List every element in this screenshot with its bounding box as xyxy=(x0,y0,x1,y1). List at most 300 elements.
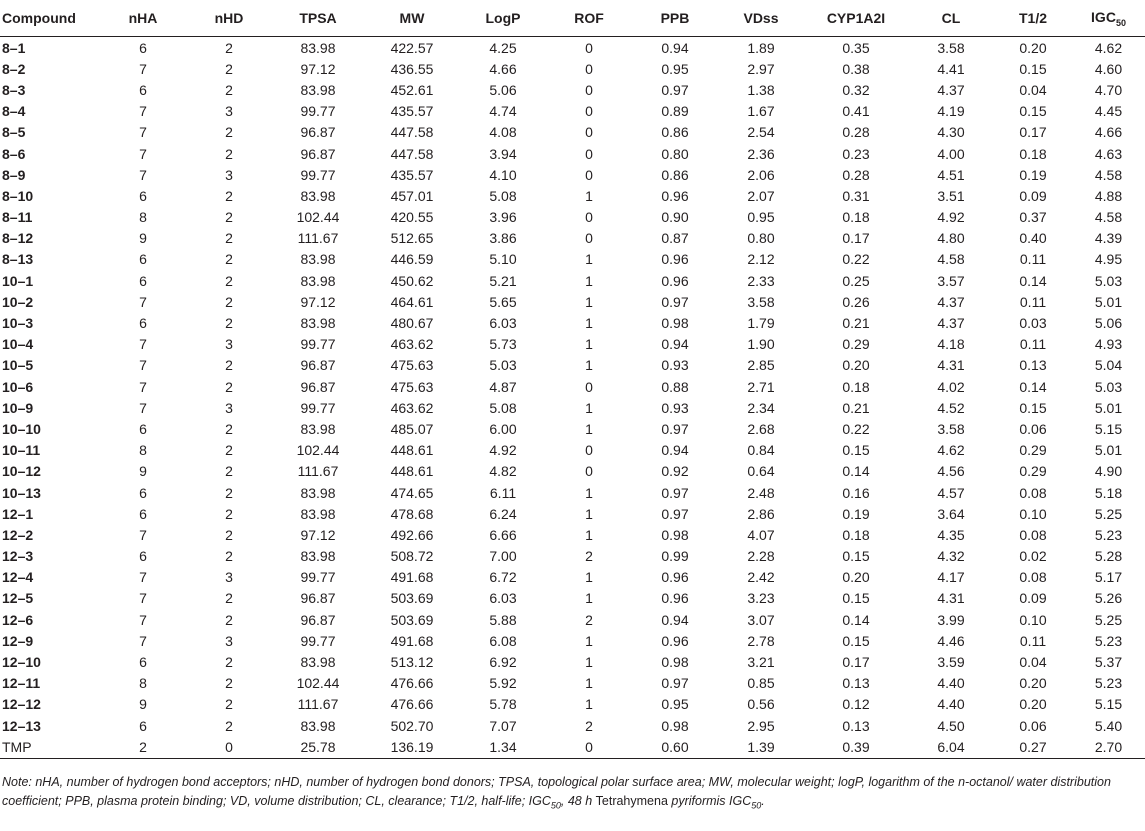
value-cell: 503.69 xyxy=(390,611,434,628)
compound-cell: 12–12 xyxy=(2,696,41,713)
value-cell: 6.24 xyxy=(489,505,517,522)
value-cell: 2.85 xyxy=(747,357,775,374)
value-cell: 0.98 xyxy=(661,526,689,543)
value-cell: 83.98 xyxy=(300,420,336,437)
header-igc-text: IGC xyxy=(1091,8,1116,25)
value-cell: 1.79 xyxy=(747,315,775,332)
value-cell: 4.50 xyxy=(937,717,965,734)
header-tpsa: TPSA xyxy=(272,0,364,37)
value-cell: 99.77 xyxy=(300,632,336,649)
value-cell: 4.60 xyxy=(1094,60,1123,77)
header-nha: nHA xyxy=(100,0,186,37)
value-cell: 8 xyxy=(139,675,147,692)
value-cell: 1 xyxy=(585,632,593,649)
value-cell: 0.27 xyxy=(994,736,1072,759)
value-cell: 2 xyxy=(225,654,233,671)
value-cell: 491.68 xyxy=(390,632,434,649)
value-cell: 83.98 xyxy=(300,187,336,204)
value-cell: 6 xyxy=(139,272,147,289)
value-cell: 83.98 xyxy=(300,81,336,98)
compound-cell: 12–6 xyxy=(2,611,34,628)
value-cell: 2.42 xyxy=(747,569,775,586)
compound-cell: 8–1 xyxy=(2,39,26,56)
value-cell: 6 xyxy=(139,654,147,671)
value-cell: 83.98 xyxy=(300,484,336,501)
value-cell: 0.21 xyxy=(842,399,870,416)
value-cell: 2 xyxy=(225,611,233,628)
value-cell: 0.94 xyxy=(661,611,689,628)
value-cell: 0.95 xyxy=(747,209,775,226)
value-cell: 0 xyxy=(585,145,593,162)
value-cell: 1 xyxy=(585,336,593,353)
value-cell: 4.40 xyxy=(937,696,965,713)
value-cell: 0 xyxy=(585,209,593,226)
value-cell: 0.17 xyxy=(842,230,870,247)
value-cell: 5.08 xyxy=(489,399,517,416)
value-cell: 7.07 xyxy=(489,717,517,734)
compound-cell: TMP xyxy=(0,736,100,759)
value-cell: 0.96 xyxy=(661,251,689,268)
value-cell: 111.67 xyxy=(297,230,339,247)
value-cell: 0.80 xyxy=(747,230,775,247)
compound-cell: 12–3 xyxy=(2,548,34,565)
value-cell: 0.14 xyxy=(842,463,870,480)
value-cell: 5.06 xyxy=(489,81,517,98)
table-row xyxy=(0,312,1145,333)
value-cell: 96.87 xyxy=(300,124,336,141)
value-cell: 1 xyxy=(585,654,593,671)
value-cell: 450.62 xyxy=(390,272,434,289)
value-cell: 4.19 xyxy=(937,103,965,120)
table-row xyxy=(0,143,1145,164)
value-cell: 5.37 xyxy=(1094,654,1123,671)
value-cell: 0.02 xyxy=(1019,548,1047,565)
table-row xyxy=(0,185,1145,206)
value-cell: 0.04 xyxy=(1019,81,1047,98)
value-cell: 4.87 xyxy=(489,378,517,395)
value-cell: 4.46 xyxy=(937,632,965,649)
value-cell: 0.11 xyxy=(1019,336,1047,353)
value-cell: 435.57 xyxy=(390,103,434,120)
value-cell: 0.86 xyxy=(661,124,689,141)
value-cell: 0.29 xyxy=(842,336,870,353)
value-cell: 0.97 xyxy=(661,675,689,692)
value-cell: 4.62 xyxy=(1094,39,1123,56)
value-cell: 8 xyxy=(139,442,147,459)
value-cell: 0.08 xyxy=(1019,569,1047,586)
value-cell: 111.67 xyxy=(297,463,339,480)
value-cell: 2 xyxy=(225,145,233,162)
value-cell: 0 xyxy=(585,378,593,395)
table-row xyxy=(0,291,1145,312)
value-cell: 5.23 xyxy=(1094,632,1123,649)
table-body xyxy=(0,37,1145,759)
value-cell: 0.20 xyxy=(842,569,870,586)
value-cell: 3.57 xyxy=(937,272,965,289)
value-cell: 1.34 xyxy=(460,736,546,759)
value-cell: 4.00 xyxy=(937,145,965,162)
value-cell: 111.67 xyxy=(297,696,339,713)
note-sub2: 50 xyxy=(751,800,762,811)
table-row xyxy=(0,397,1145,418)
value-cell: 485.07 xyxy=(390,420,434,437)
table-row xyxy=(0,461,1145,482)
value-cell: 0 xyxy=(585,463,593,480)
value-cell: 0.28 xyxy=(842,124,870,141)
value-cell: 0 xyxy=(585,442,593,459)
value-cell: 2 xyxy=(225,81,233,98)
value-cell: 6 xyxy=(139,39,147,56)
value-cell: 2.33 xyxy=(747,272,775,289)
value-cell: 3.58 xyxy=(747,293,775,310)
value-cell: 2 xyxy=(225,293,233,310)
value-cell: 4.56 xyxy=(937,463,965,480)
note-part1: Note: nHA, number of hydrogen bond acceptors; nHD, number of hydrogen bond donors; TPSA, topological polar surface area; MW, molecular weight; logP, logarithm of the n-octanol/ water distribution coefficient; PPB, plasma protein binding; VD, volume distribution; CL, clearance; T1/2, half-life; IGC xyxy=(2,775,1111,809)
value-cell: 3.23 xyxy=(747,590,775,607)
value-cell: 0.20 xyxy=(1019,675,1047,692)
value-cell: 2.36 xyxy=(747,145,775,162)
value-cell: 0.64 xyxy=(747,463,775,480)
table-row xyxy=(0,418,1145,439)
note-part2: , 48 h xyxy=(560,794,596,809)
value-cell: 3.21 xyxy=(747,654,775,671)
value-cell: 0.94 xyxy=(661,39,689,56)
value-cell: 5.21 xyxy=(489,272,517,289)
value-cell: 503.69 xyxy=(390,590,434,607)
value-cell: 0.93 xyxy=(661,399,689,416)
value-cell: 0.22 xyxy=(842,251,870,268)
value-cell: 2 xyxy=(585,548,593,565)
value-cell: 8 xyxy=(139,209,147,226)
value-cell: 4.37 xyxy=(937,293,965,310)
value-cell: 5.40 xyxy=(1094,717,1123,734)
value-cell: 3.99 xyxy=(937,611,965,628)
value-cell: 0.88 xyxy=(661,378,689,395)
value-cell: 0.96 xyxy=(661,590,689,607)
value-cell: 2.12 xyxy=(747,251,775,268)
header-compound: Compound xyxy=(0,0,100,37)
value-cell: 0.98 xyxy=(661,315,689,332)
value-cell: 5.25 xyxy=(1094,505,1123,522)
value-cell: 4.18 xyxy=(937,336,965,353)
value-cell: 2.78 xyxy=(747,632,775,649)
value-cell: 0.96 xyxy=(661,569,689,586)
value-cell: 4.70 xyxy=(1094,81,1123,98)
value-cell: 0.20 xyxy=(842,357,870,374)
value-cell: 5.01 xyxy=(1094,399,1123,416)
value-cell: 0 xyxy=(546,736,632,759)
value-cell: 1 xyxy=(585,569,593,586)
value-cell: 5.28 xyxy=(1094,548,1123,565)
value-cell: 99.77 xyxy=(300,103,336,120)
value-cell: 0 xyxy=(585,60,593,77)
value-cell: 0.15 xyxy=(842,590,870,607)
value-cell: 4.88 xyxy=(1094,187,1123,204)
value-cell: 2.06 xyxy=(747,166,775,183)
value-cell: 3 xyxy=(225,103,233,120)
value-cell: 0 xyxy=(585,166,593,183)
value-cell: 0.06 xyxy=(1019,717,1047,734)
value-cell: 0.80 xyxy=(661,145,689,162)
value-cell: 6 xyxy=(139,484,147,501)
table-row xyxy=(0,630,1145,651)
value-cell: 0.15 xyxy=(1019,399,1047,416)
value-cell: 0.97 xyxy=(661,484,689,501)
value-cell: 2 xyxy=(225,251,233,268)
value-cell: 0.95 xyxy=(661,696,689,713)
value-cell: 0 xyxy=(585,81,593,98)
value-cell: 4.37 xyxy=(937,315,965,332)
table-row xyxy=(0,376,1145,397)
value-cell: 0.13 xyxy=(842,717,870,734)
table-row xyxy=(0,207,1145,228)
value-cell: 3 xyxy=(225,166,233,183)
value-cell: 0.28 xyxy=(842,166,870,183)
value-cell: 0.37 xyxy=(1019,209,1047,226)
value-cell: 0.99 xyxy=(661,548,689,565)
value-cell: 6 xyxy=(139,548,147,565)
header-cyp1a2i: CYP1A2I xyxy=(804,0,908,37)
value-cell: 0.97 xyxy=(661,505,689,522)
value-cell: 7 xyxy=(139,526,147,543)
value-cell: 0.98 xyxy=(661,654,689,671)
value-cell: 4.90 xyxy=(1094,463,1123,480)
value-cell: 2 xyxy=(225,696,233,713)
value-cell: 0.11 xyxy=(1019,632,1047,649)
value-cell: 99.77 xyxy=(300,399,336,416)
table-row xyxy=(0,651,1145,672)
value-cell: 0.09 xyxy=(1019,590,1047,607)
value-cell: 7 xyxy=(139,378,147,395)
value-cell: 0.90 xyxy=(661,209,689,226)
value-cell: 0.25 xyxy=(842,272,870,289)
value-cell: 3.58 xyxy=(937,39,965,56)
value-cell: 99.77 xyxy=(300,166,336,183)
value-cell: 136.19 xyxy=(364,736,460,759)
value-cell: 463.62 xyxy=(390,336,434,353)
value-cell: 0.94 xyxy=(661,336,689,353)
compound-cell: 10–12 xyxy=(2,463,41,480)
value-cell: 7 xyxy=(139,145,147,162)
value-cell: 4.45 xyxy=(1094,103,1123,120)
value-cell: 2 xyxy=(225,442,233,459)
value-cell: 2.70 xyxy=(1072,736,1145,759)
value-cell: 4.10 xyxy=(489,166,517,183)
value-cell: 0.14 xyxy=(1019,272,1047,289)
value-cell: 4.25 xyxy=(489,39,517,56)
compound-cell: 12–10 xyxy=(2,654,41,671)
note-part4: . xyxy=(761,794,765,809)
value-cell: 3.64 xyxy=(937,505,965,522)
value-cell: 4.58 xyxy=(937,251,965,268)
value-cell: 0.08 xyxy=(1019,526,1047,543)
value-cell: 0.08 xyxy=(1019,484,1047,501)
value-cell: 4.82 xyxy=(489,463,517,480)
value-cell: 7 xyxy=(139,293,147,310)
table-row xyxy=(0,79,1145,100)
compound-cell: 10–11 xyxy=(2,442,41,459)
value-cell: 9 xyxy=(139,230,147,247)
value-cell: 5.92 xyxy=(489,675,517,692)
value-cell: 0.03 xyxy=(1019,315,1047,332)
table-row xyxy=(0,588,1145,609)
value-cell: 2.34 xyxy=(747,399,775,416)
value-cell: 0.15 xyxy=(842,442,870,459)
value-cell: 99.77 xyxy=(300,569,336,586)
compound-cell: 8–12 xyxy=(2,230,34,247)
value-cell: 475.63 xyxy=(390,357,434,374)
value-cell: 4.08 xyxy=(489,124,517,141)
value-cell: 475.63 xyxy=(390,378,434,395)
value-cell: 6 xyxy=(139,81,147,98)
value-cell: 0.18 xyxy=(842,209,870,226)
value-cell: 3 xyxy=(225,336,233,353)
value-cell: 2 xyxy=(225,505,233,522)
value-cell: 2.28 xyxy=(747,548,775,565)
value-cell: 4.80 xyxy=(937,230,965,247)
value-cell: 0.87 xyxy=(661,230,689,247)
value-cell: 0.19 xyxy=(1019,166,1047,183)
compound-cell: 10–3 xyxy=(2,315,34,332)
value-cell: 447.58 xyxy=(390,145,434,162)
value-cell: 5.04 xyxy=(1094,357,1123,374)
value-cell: 6.04 xyxy=(908,736,994,759)
value-cell: 5.03 xyxy=(1094,272,1123,289)
value-cell: 452.61 xyxy=(390,81,434,98)
value-cell: 0.15 xyxy=(1019,60,1047,77)
value-cell: 457.01 xyxy=(390,187,434,204)
value-cell: 1 xyxy=(585,484,593,501)
value-cell: 2 xyxy=(225,357,233,374)
value-cell: 0.97 xyxy=(661,81,689,98)
value-cell: 4.41 xyxy=(937,60,965,77)
value-cell: 0.86 xyxy=(661,166,689,183)
value-cell: 4.40 xyxy=(937,675,965,692)
value-cell: 0.15 xyxy=(842,548,870,565)
value-cell: 1.39 xyxy=(718,736,804,759)
value-cell: 7 xyxy=(139,611,147,628)
compound-cell: 10–5 xyxy=(2,357,34,374)
value-cell: 6 xyxy=(139,251,147,268)
value-cell: 4.92 xyxy=(489,442,517,459)
header-igc50 xyxy=(1072,0,1145,37)
value-cell: 3 xyxy=(225,569,233,586)
value-cell: 5.25 xyxy=(1094,611,1123,628)
value-cell: 474.65 xyxy=(390,484,434,501)
value-cell: 0.35 xyxy=(842,39,870,56)
note-species: Tetrahymena xyxy=(595,794,668,809)
table-row xyxy=(0,355,1145,376)
value-cell: 0.20 xyxy=(1019,696,1047,713)
compound-cell: 8–3 xyxy=(2,81,26,98)
value-cell: 0.20 xyxy=(1019,39,1047,56)
value-cell: 0.23 xyxy=(842,145,870,162)
value-cell: 4.95 xyxy=(1094,251,1123,268)
value-cell: 2 xyxy=(225,675,233,692)
value-cell: 5.01 xyxy=(1094,293,1123,310)
value-cell: 0.13 xyxy=(1019,357,1047,374)
value-cell: 7.00 xyxy=(489,548,517,565)
value-cell: 0.39 xyxy=(804,736,908,759)
value-cell: 3.07 xyxy=(747,611,775,628)
value-cell: 2 xyxy=(225,717,233,734)
value-cell: 6 xyxy=(139,315,147,332)
table-note xyxy=(0,759,1144,816)
value-cell: 4.37 xyxy=(937,81,965,98)
value-cell: 492.66 xyxy=(390,526,434,543)
value-cell: 0.29 xyxy=(1019,442,1047,459)
value-cell: 0.56 xyxy=(747,696,775,713)
compound-cell: 10–6 xyxy=(2,378,34,395)
value-cell: 4.62 xyxy=(937,442,965,459)
value-cell: 4.63 xyxy=(1094,145,1123,162)
value-cell: 4.66 xyxy=(489,60,517,77)
table-row xyxy=(0,440,1145,461)
table-row xyxy=(0,524,1145,545)
value-cell: 0.31 xyxy=(842,187,870,204)
compound-cell: 10–9 xyxy=(2,399,34,416)
value-cell: 0.29 xyxy=(1019,463,1047,480)
table-row xyxy=(0,334,1145,355)
value-cell: 3 xyxy=(225,632,233,649)
value-cell: 476.66 xyxy=(390,696,434,713)
value-cell: 0.96 xyxy=(661,187,689,204)
value-cell: 2 xyxy=(225,230,233,247)
table-row xyxy=(0,122,1145,143)
value-cell: 0.11 xyxy=(1019,293,1047,310)
value-cell: 6 xyxy=(139,505,147,522)
value-cell: 4.30 xyxy=(937,124,965,141)
value-cell: 97.12 xyxy=(300,293,336,310)
value-cell: 1.38 xyxy=(747,81,775,98)
compound-cell: 8–9 xyxy=(2,166,26,183)
value-cell: 2 xyxy=(225,124,233,141)
value-cell: 2 xyxy=(225,548,233,565)
value-cell: 0 xyxy=(585,39,593,56)
value-cell: 6.08 xyxy=(489,632,517,649)
value-cell: 25.78 xyxy=(272,736,364,759)
compound-cell: 12–11 xyxy=(2,675,41,692)
table-row xyxy=(0,715,1145,736)
value-cell: 2 xyxy=(225,315,233,332)
value-cell: 83.98 xyxy=(300,548,336,565)
value-cell: 0.60 xyxy=(632,736,718,759)
value-cell: 476.66 xyxy=(390,675,434,692)
value-cell: 0.10 xyxy=(1019,611,1047,628)
value-cell: 436.55 xyxy=(390,60,434,77)
value-cell: 0.15 xyxy=(842,632,870,649)
value-cell: 7 xyxy=(139,357,147,374)
value-cell: 97.12 xyxy=(300,60,336,77)
value-cell: 2 xyxy=(225,526,233,543)
compound-cell: 10–4 xyxy=(2,336,34,353)
value-cell: 5.73 xyxy=(489,336,517,353)
value-cell: 0.97 xyxy=(661,293,689,310)
compound-cell: 10–2 xyxy=(2,293,34,310)
value-cell: 6 xyxy=(139,420,147,437)
value-cell: 5.17 xyxy=(1094,569,1123,586)
table-row xyxy=(0,673,1145,694)
value-cell: 0.89 xyxy=(661,103,689,120)
value-cell: 7 xyxy=(139,632,147,649)
value-cell: 4.51 xyxy=(937,166,965,183)
value-cell: 96.87 xyxy=(300,145,336,162)
compound-cell: 12–1 xyxy=(2,505,34,522)
value-cell: 7 xyxy=(139,569,147,586)
value-cell: 4.02 xyxy=(937,378,965,395)
header-mw: MW xyxy=(364,0,460,37)
compound-cell: 8–5 xyxy=(2,124,26,141)
